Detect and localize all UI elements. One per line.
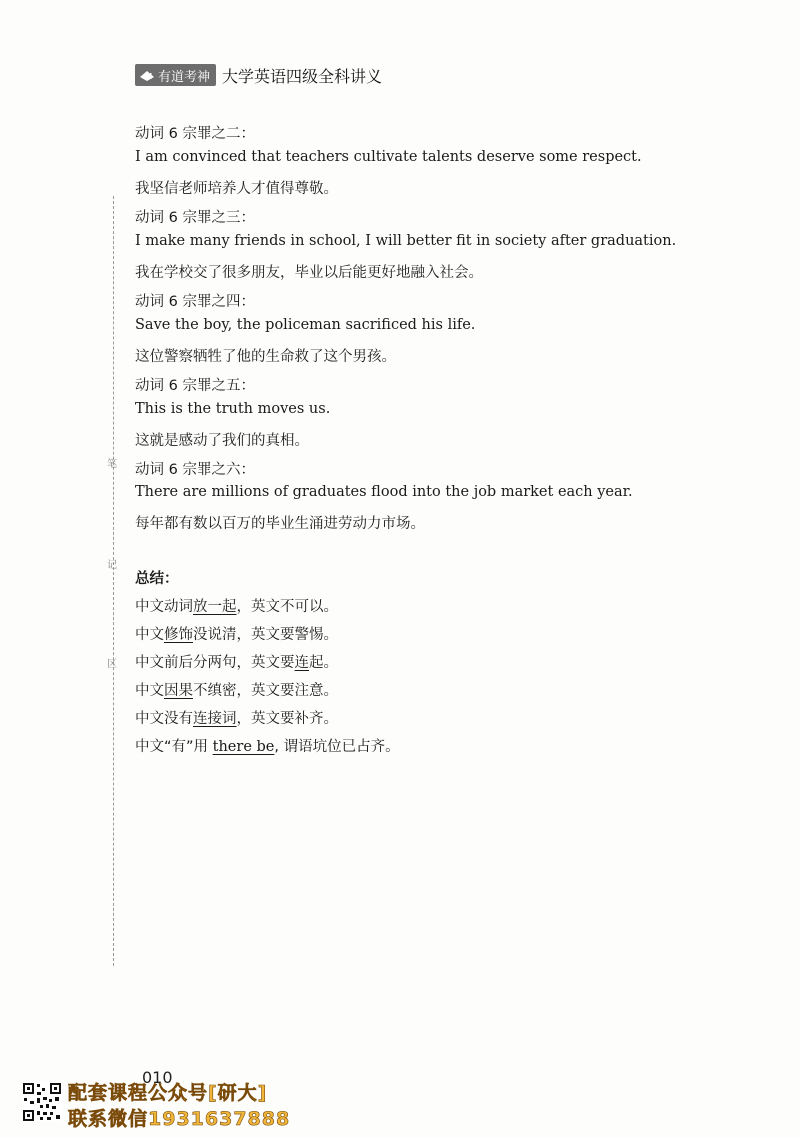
qr-code-icon bbox=[22, 1082, 62, 1122]
section-heading: 动词 6 宗罪之五： bbox=[135, 378, 255, 394]
chinese-translation: 每年都有数以百万的毕业生涌进劳动力市场。 bbox=[135, 516, 425, 532]
english-sentence: I make many friends in school, I will better fit in society after graduation. bbox=[135, 233, 677, 249]
graduation-cap-icon bbox=[139, 68, 155, 82]
english-sentence: There are millions of graduates flood into the job market each year. bbox=[135, 484, 633, 500]
watermark-line-2: 联系微信1931637888 bbox=[68, 1108, 291, 1130]
section-heading: 动词 6 宗罪之六： bbox=[135, 462, 255, 478]
underlined-keyword: 放一起 bbox=[193, 599, 237, 615]
underlined-keyword: 因果 bbox=[164, 683, 193, 699]
chinese-translation: 这就是感动了我们的真相。 bbox=[135, 433, 309, 449]
summary-item: 中文因果不缜密，英文要注意。 bbox=[135, 683, 338, 699]
section-heading: 动词 6 宗罪之三： bbox=[135, 210, 255, 226]
chinese-translation: 我坚信老师培养人才值得尊敬。 bbox=[135, 181, 338, 197]
margin-label-qu: 区 bbox=[107, 659, 117, 670]
page-header bbox=[135, 62, 382, 88]
english-sentence: This is the truth moves us. bbox=[135, 401, 331, 417]
summary-item: 中文前后分两句，英文要连起。 bbox=[135, 655, 338, 671]
english-sentence: I am convinced that teachers cultivate talents deserve some respect. bbox=[135, 149, 642, 165]
summary-item: 中文修饰没说清，英文要警惕。 bbox=[135, 627, 338, 643]
margin-label-ji: 记 bbox=[107, 560, 117, 571]
book-title: 大学英语四级全科讲义 bbox=[222, 66, 383, 86]
page-number: 010 bbox=[142, 1068, 173, 1087]
underlined-keyword: there be bbox=[212, 739, 275, 755]
underlined-keyword: 修饰 bbox=[164, 627, 193, 643]
underlined-keyword: 连接词 bbox=[193, 711, 237, 727]
chinese-translation: 这位警察牺牲了他的生命救了这个男孩。 bbox=[135, 349, 396, 365]
summary-item: 中文动词放一起，英文不可以。 bbox=[135, 599, 338, 615]
english-sentence: Save the boy, the policeman sacrificed his life. bbox=[135, 317, 476, 333]
watermark-line-1: 配套课程公众号[研大] bbox=[68, 1082, 268, 1104]
margin-label-bi: 笔 bbox=[107, 459, 117, 470]
summary-item: 中文没有连接词，英文要补齐。 bbox=[135, 711, 338, 727]
brand-badge bbox=[135, 64, 216, 86]
underlined-keyword: 连 bbox=[294, 655, 309, 671]
section-heading: 动词 6 宗罪之四： bbox=[135, 294, 255, 310]
summary-item: 中文“有”用 there be, 谓语坑位已占齐。 bbox=[135, 739, 400, 755]
summary-title: 总结： bbox=[135, 571, 179, 587]
chinese-translation: 我在学校交了很多朋友，毕业以后能更好地融入社会。 bbox=[135, 265, 483, 281]
margin-dashed-line bbox=[113, 196, 114, 966]
section-heading: 动词 6 宗罪之二： bbox=[135, 126, 255, 142]
brand-name: 有道考神 bbox=[158, 69, 211, 85]
